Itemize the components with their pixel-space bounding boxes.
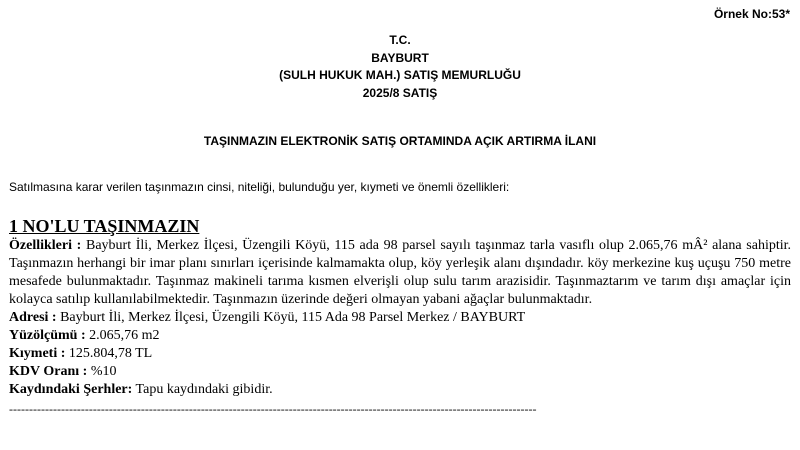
property-details [9,237,791,399]
features-text: Bayburt İli, Merkez İlçesi, Üzengili Köyü, 115 ada 98 parsel sayılı taşınmaz tarla vasıflı olup 2.065,76 mÂ² alana sahiptir. Taşınmazın herhangi bir imar planı sınırları içerisinde kalmamakta olup, köy yerleşik alanı dışındadır. köy merkezine kuş uçuşu 750 metre mesafede bulunmaktadır. Taşınmaz makineli tarıma kısmen elverişli olup sulu tarım arazisidir. Taşınmaztarım ve tarım dışı amaçlar için kolayca satılıp kullanılabilmektedir. Taşınmazın üzerinde değeri olmayan yabani ağaçlar bulunmaktadır. [9,238,791,307]
header-tc: T.C. [389,33,411,47]
annotations-label: Kaydındaki Şerhler: [9,382,133,397]
header-office: (SULH HUKUK MAH.) SATIŞ MEMURLUĞU [279,68,521,82]
vat-label: KDV Oranı : [9,364,88,379]
property-value [9,345,791,363]
area-label: Yüzölçümü : [9,328,86,343]
property-vat [9,363,791,381]
property-features [9,237,791,309]
property-title: 1 NO'LU TAŞINMAZIN [9,216,200,236]
header-city: BAYBURT [371,50,429,65]
document-header [0,32,800,102]
address-text: Bayburt İli, Merkez İlçesi, Üzengili Köyü, 115 Ada 98 Parsel Merkez / BAYBURT [60,310,526,325]
area-text: 2.065,76 m2 [89,328,160,343]
vat-text: %10 [90,364,117,379]
value-text: 125.804,78 TL [68,346,153,361]
intro-text: Satılmasına karar verilen taşınmazın cinsi, niteliği, bulunduğu yer, kıymeti ve önemli özellikleri: [9,180,510,194]
annotations-text: Tapu kaydındaki gibidir. [135,382,273,397]
ornek-number: Örnek No:53* [713,7,790,21]
property-area [9,327,791,345]
separator-line: ------------------------------------------------------------------------------------------------------------------------------------ [9,402,537,416]
value-label: Kıymeti : [9,346,66,361]
property-annotations [9,381,791,399]
property-address [9,309,791,327]
features-label: Özellikleri : [9,238,82,253]
header-file-number: 2025/8 SATIŞ [362,85,438,100]
announcement-title: TAŞINMAZIN ELEKTRONİK SATIŞ ORTAMINDA AÇIK ARTIRMA İLANI [203,134,597,148]
address-label: Adresi : [9,310,57,325]
